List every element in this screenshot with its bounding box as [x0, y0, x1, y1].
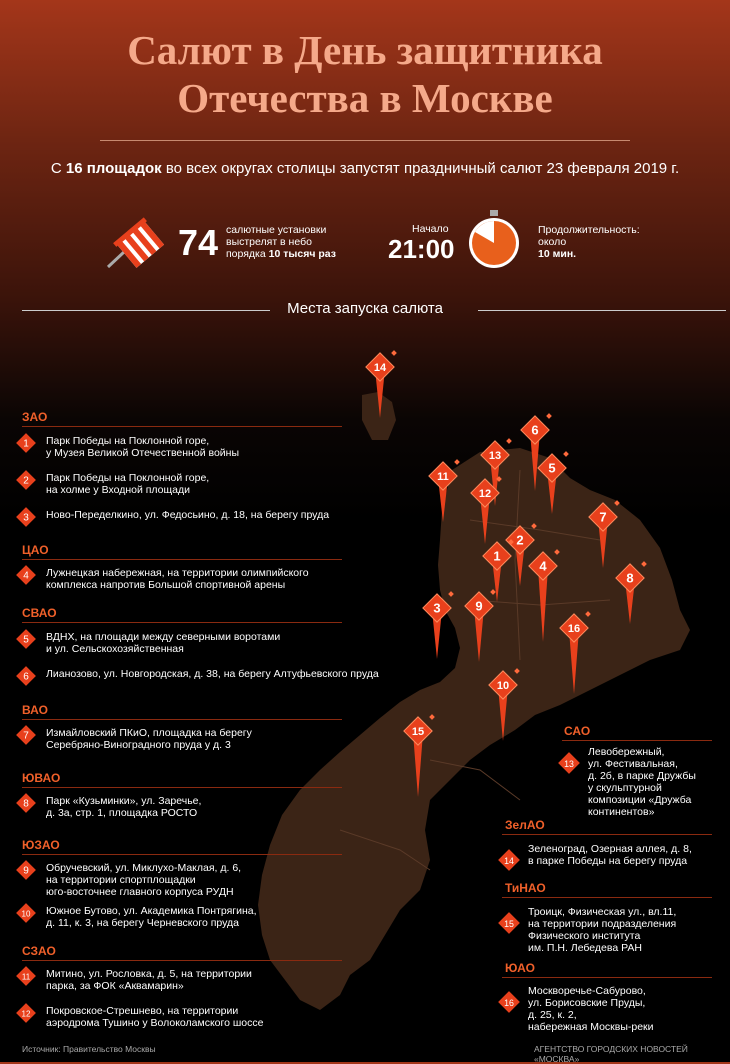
site-description-line: у Музея Великой Отечественной войны [46, 447, 239, 459]
duration-value: 10 мин. [538, 248, 577, 260]
site-description-line: д. 25, к. 2, [528, 1009, 577, 1021]
site-description-line: Зеленоград, Озерная аллея, д. 8, [528, 843, 692, 855]
svg-text:8: 8 [626, 570, 634, 586]
site-description-line: аэродрома Тушино у Волоколамского шоссе [46, 1017, 264, 1029]
site-description-line: на территории спортплощадки [46, 874, 196, 886]
svg-text:15: 15 [411, 725, 425, 738]
site-number-badge [16, 966, 36, 986]
site-description-line: Митино, ул. Рословка, д. 5, на территории [46, 968, 252, 980]
site-description [46, 668, 379, 680]
svg-text:1: 1 [23, 438, 29, 450]
site-description-line: ул. Борисовские Пруды, [528, 997, 646, 1009]
title-line-2: Отечества в Москве [177, 75, 553, 121]
district-heading: СЗАО [22, 944, 56, 958]
svg-text:3: 3 [433, 600, 441, 616]
district-divider [22, 787, 342, 788]
svg-text:2: 2 [516, 532, 524, 548]
site-description-line: Обручевский, ул. Миклухо-Маклая, д. 6, [46, 862, 242, 874]
site-description-line: Ново-Переделкино, ул. Федосьино, д. 18, на берегу пруда [46, 509, 330, 521]
site-description-line: Москворечье-Сабурово, [528, 985, 646, 997]
svg-text:4: 4 [539, 558, 547, 574]
district-heading: ЗАО [22, 410, 48, 424]
svg-text:16: 16 [504, 997, 514, 1008]
site-description [528, 985, 654, 1033]
site-description [46, 472, 209, 496]
stopwatch-icon [466, 208, 522, 270]
site-number-badge [498, 912, 520, 934]
firework-site-marker [534, 450, 570, 514]
site-description [528, 843, 692, 867]
site-description [46, 631, 280, 655]
site-number-badge [498, 849, 520, 871]
svg-text:7: 7 [599, 509, 607, 525]
svg-text:14: 14 [373, 361, 387, 374]
site-number-badge [16, 433, 36, 453]
svg-text:3: 3 [23, 512, 29, 524]
site-description [46, 1005, 263, 1029]
firework-site-marker [585, 499, 621, 568]
site-number-badge [498, 991, 520, 1013]
district-divider [22, 622, 342, 623]
site-description-line: парка, за ФОК «Аквамарин» [46, 980, 184, 992]
agency-credit: АГЕНТСТВО ГОРОДСКИХ НОВОСТЕЙ «МОСКВА» [534, 1044, 688, 1064]
district-heading: ТиНАО [505, 881, 546, 895]
site-description [46, 862, 241, 898]
district-divider [22, 559, 342, 560]
site-description-line: Лианозово, ул. Новгородская, д. 38, на берегу Алтуфьевского пруда [46, 668, 379, 680]
svg-text:11: 11 [437, 470, 449, 483]
site-description-line: д. 2б, в парке Дружбы [588, 770, 696, 782]
svg-text:6: 6 [531, 422, 539, 438]
district-divider [22, 960, 342, 961]
firework-site-marker [425, 458, 461, 522]
svg-text:15: 15 [504, 918, 514, 929]
firework-site-marker [362, 349, 398, 418]
site-description-line: ул. Фестивальная, [588, 758, 678, 770]
site-description [46, 795, 201, 819]
svg-text:9: 9 [23, 865, 29, 877]
firework-site-marker [419, 590, 455, 659]
site-number-badge [16, 629, 36, 649]
site-description-line: Парк Победы на Поклонной горе, [46, 435, 210, 447]
launcher-desc-pre: порядка [226, 248, 269, 260]
svg-text:11: 11 [21, 972, 31, 982]
firework-launcher-icon [100, 212, 170, 272]
source-note: Источник: Правительство Москвы [22, 1044, 156, 1054]
district-heading: САО [564, 724, 591, 738]
firework-site-marker [400, 713, 436, 797]
site-description-line: Измайловский ПКиО, площадка на берегу [46, 727, 252, 739]
launcher-desc-line2: выстрелят в небо [226, 236, 312, 248]
site-description [46, 567, 309, 591]
site-number-badge [16, 725, 36, 745]
site-number-badge [16, 507, 36, 527]
svg-text:5: 5 [548, 460, 556, 476]
svg-text:6: 6 [23, 671, 29, 683]
svg-text:1: 1 [493, 548, 501, 564]
site-description-line: Южное Бутово, ул. Академика Понтрягина, [46, 905, 257, 917]
district-heading: ЮВАО [22, 771, 61, 785]
district-heading: СВАО [22, 606, 57, 620]
section-title: Места запуска салюта [287, 300, 443, 317]
subtitle-pre: С [50, 160, 66, 177]
svg-text:12: 12 [21, 1009, 31, 1019]
district-heading: ЦАО [22, 543, 49, 557]
district-heading: ЗелАО [505, 818, 545, 832]
site-description-line: Физического института [528, 930, 641, 942]
svg-text:16: 16 [567, 622, 581, 635]
site-description [46, 968, 252, 992]
site-description [528, 906, 676, 954]
district-divider [22, 426, 342, 427]
title-line-1: Салют в День защитника [127, 27, 603, 73]
site-description-line: Лужнецкая набережная, на территории олимпийского [46, 567, 309, 579]
site-description-line: и ул. Сельскохозяйственная [46, 643, 184, 655]
district-divider [502, 834, 712, 835]
site-description-line: Парк Победы на Поклонной горе, [46, 472, 210, 484]
site-number-badge [16, 470, 36, 490]
site-description [46, 727, 252, 751]
site-description [588, 746, 696, 818]
site-description-line: Левобережный, [588, 746, 665, 758]
svg-text:10: 10 [496, 679, 510, 692]
site-description-line: Покровское-Стрешнево, на территории [46, 1005, 239, 1017]
district-divider [502, 897, 712, 898]
site-number-badge [16, 1003, 36, 1023]
launcher-count: 74 [178, 222, 219, 263]
page-title [0, 26, 730, 122]
duration-about: около [538, 236, 567, 248]
subtitle-post: во всех округах столицы запустят праздничный салют 23 февраля 2019 г. [161, 160, 680, 177]
duration-info [538, 224, 640, 260]
firework-site-marker [612, 560, 648, 624]
district-divider [22, 854, 342, 855]
site-description-line: композиции «Дружба [588, 794, 692, 806]
svg-text:14: 14 [504, 855, 514, 866]
subtitle-bold: 16 площадок [65, 160, 162, 177]
site-number-badge [16, 666, 36, 686]
site-description-line: Серебряно-Виноградного пруда у д. 3 [46, 739, 231, 751]
launcher-desc-line1: салютные установки [226, 224, 327, 236]
site-description-line: на холме у Входной площади [46, 484, 190, 496]
district-heading: ВАО [22, 703, 48, 717]
svg-text:8: 8 [23, 798, 29, 810]
district-heading: ЮАО [505, 961, 535, 975]
site-number-badge [16, 860, 36, 880]
site-description [46, 435, 239, 459]
site-description-line: набережная Москвы-реки [528, 1021, 654, 1033]
site-description-line: д. 11, к. 3, на берегу Черневского пруда [46, 917, 239, 929]
svg-text:12: 12 [478, 487, 492, 500]
firework-site-marker [485, 667, 521, 741]
site-description-line: юго-восточнее главного корпуса РУДН [46, 886, 234, 898]
title-divider [100, 140, 630, 141]
site-description-line: у скульптурной [588, 782, 662, 794]
subtitle [0, 160, 730, 177]
site-description-line: Парк «Кузьминки», ул. Заречье, [46, 795, 202, 807]
svg-text:10: 10 [21, 909, 31, 919]
site-description-line: в парке Победы на берегу пруда [528, 855, 688, 867]
site-description-line: комплекса напротив Большой спортивной арены [46, 579, 286, 591]
site-description [46, 905, 257, 929]
svg-text:2: 2 [23, 475, 29, 487]
site-description-line: им. П.Н. Лебедева РАН [528, 942, 642, 954]
launcher-desc-line3 [226, 248, 336, 260]
svg-text:13: 13 [564, 758, 574, 769]
site-number-badge [16, 565, 36, 585]
svg-text:4: 4 [23, 570, 29, 582]
start-label: Начало [412, 223, 449, 235]
firework-site-marker [461, 588, 497, 662]
district-heading: ЮЗАО [22, 838, 60, 852]
district-divider [562, 740, 712, 741]
svg-text:5: 5 [23, 634, 29, 646]
start-time: 21:00 [388, 234, 455, 264]
site-description-line: д. 3а, стр. 1, площадка РОСТО [46, 807, 198, 819]
site-description-line: ВДНХ, на площади между северными воротами [46, 631, 281, 643]
svg-text:13: 13 [488, 449, 502, 462]
duration-label: Продолжительность: [538, 224, 640, 236]
firework-site-marker [467, 475, 503, 544]
district-divider [502, 977, 712, 978]
district-divider [22, 719, 342, 720]
site-number-badge [16, 793, 36, 813]
launcher-description [226, 224, 336, 260]
svg-text:7: 7 [23, 730, 29, 742]
site-number-badge [558, 752, 580, 774]
site-description-line: на территории подразделения [528, 918, 677, 930]
site-number-badge [16, 903, 36, 923]
site-description-line: Троицк, Физическая ул., вл.11, [528, 906, 677, 918]
launcher-desc-bold: 10 тысяч раз [268, 248, 336, 260]
site-description-line: континентов» [588, 806, 655, 818]
firework-site-marker [556, 610, 592, 694]
site-description [46, 509, 329, 521]
svg-text:9: 9 [475, 598, 483, 614]
